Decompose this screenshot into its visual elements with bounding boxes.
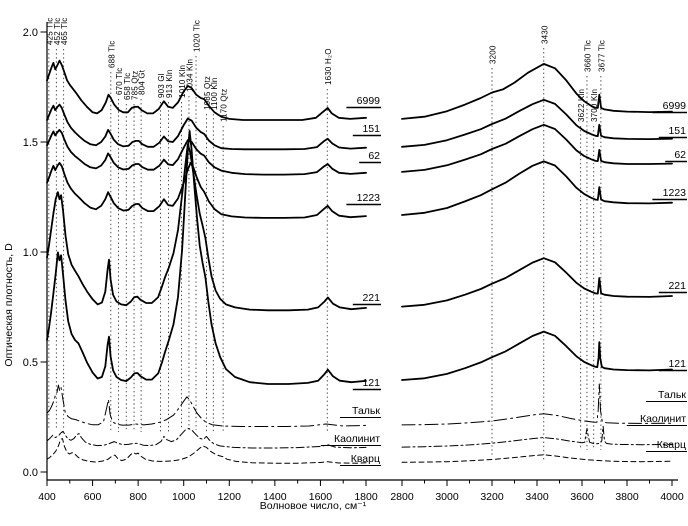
peak-label: 1020 Tlc (192, 19, 202, 52)
curve-label-kaolinite-left: Каолинит (333, 433, 380, 445)
curve-label-quartz-right: Кварц (656, 439, 686, 451)
curve-label-1223-right: 1223 (662, 187, 686, 199)
spectrum-curve-quartz-right (402, 455, 672, 463)
x-tick-label: 800 (129, 491, 147, 503)
x-tick-label: 3600 (570, 491, 594, 503)
peak-label: 3660 Tlc (583, 39, 593, 72)
peak-label: 3677 Tlc (597, 39, 607, 72)
curve-label-6999-left: 6999 (356, 95, 380, 107)
peak-labels-group (45, 17, 606, 122)
peak-label: 3200 (488, 45, 498, 64)
curve-label-6999-right: 6999 (662, 100, 686, 112)
curve-label-62-left: 62 (368, 150, 380, 162)
peak-label: 425 Tlc (45, 17, 55, 45)
peak-label: 804 Gt (137, 69, 147, 95)
curve-label-kaolinite-right: Каолинит (639, 413, 686, 425)
peak-label: 1085 Qtz (203, 75, 212, 110)
y-tick-label: 0.5 (22, 356, 38, 369)
peak-label: 1170 Qtz (219, 88, 229, 122)
curve-label-62-right: 62 (674, 149, 686, 161)
curve-labels-group (321, 95, 687, 466)
x-tick-label: 600 (83, 491, 102, 503)
curve-label-151-left: 151 (362, 123, 380, 135)
peak-label: 658 Tlc (122, 72, 132, 100)
y-tick-label: 2.0 (22, 26, 38, 39)
spectrum-curve-121-right (402, 332, 672, 380)
peak-label: 1100 Kln (209, 77, 219, 110)
peak-label: 465 Tlc (60, 17, 70, 45)
peak-label: 1630 Н₂О (323, 48, 333, 85)
curve-label-1223-left: 1223 (356, 192, 380, 204)
spectrum-curve-221-right (402, 258, 672, 306)
peak-label: 3700 Kln (590, 88, 600, 122)
spectrum-curve-kaolinite-left (47, 428, 366, 448)
x-tick-label: 1000 (172, 491, 196, 503)
x-tick-label: 4000 (660, 491, 684, 503)
curve-label-121-left: 121 (362, 377, 380, 389)
y-axis-title: Оптическая плотность, D (3, 243, 15, 367)
x-axis-title: Волновое число, см⁻¹ (259, 500, 367, 512)
y-tick-label: 1.0 (22, 246, 38, 259)
x-tick-label: 1800 (354, 491, 378, 503)
curve-label-121-right: 121 (668, 358, 686, 370)
x-tick-label: 2800 (390, 491, 414, 503)
spectrum-curve-1223-right (402, 161, 672, 215)
peak-label: 3622 Kln (577, 88, 587, 122)
x-tick-label: 3800 (615, 491, 639, 503)
curve-label-151-right: 151 (668, 125, 686, 137)
x-tick-label: 1600 (308, 491, 333, 503)
spectrum-curve-quartz-left (47, 439, 366, 464)
x-tick-label: 3200 (480, 491, 504, 503)
peak-label: 1010 Kln (177, 64, 187, 98)
x-tick-label: 3000 (435, 491, 459, 503)
peak-label: 452 Tlc (52, 17, 62, 45)
peak-label: 3430 (540, 25, 550, 44)
x-tick-label: 400 (38, 491, 56, 503)
y-tick-label: 0.0 (22, 466, 38, 479)
curve-label-quartz-left: Кварц (350, 453, 380, 465)
spectrum-curve-151-right (402, 100, 672, 147)
y-tick-label: 1.5 (22, 136, 38, 149)
peak-label: 903 Gl (156, 73, 166, 98)
x-tick-label: 1400 (263, 491, 287, 503)
peak-label: 913 Kln (164, 69, 174, 98)
curve-label-talc-left: Тальк (352, 405, 380, 417)
x-tick-label: 1200 (217, 491, 241, 503)
peak-label: 785 Qtz (130, 70, 140, 100)
peak-label: 670 Tlc (115, 67, 125, 95)
spectrum-curve-talc-right (402, 384, 672, 425)
peak-label: 1034 Kln (185, 58, 195, 92)
curve-label-221-left: 221 (362, 292, 380, 304)
spectrum-curve-6999-right (402, 64, 672, 119)
spectrum-curve-kaolinite-right (402, 426, 672, 447)
curve-label-221-right: 221 (668, 280, 686, 292)
x-tick-label: 3400 (525, 491, 549, 503)
peak-label: 688 Tlc (107, 40, 117, 68)
curve-label-talc-right: Тальк (658, 389, 686, 401)
